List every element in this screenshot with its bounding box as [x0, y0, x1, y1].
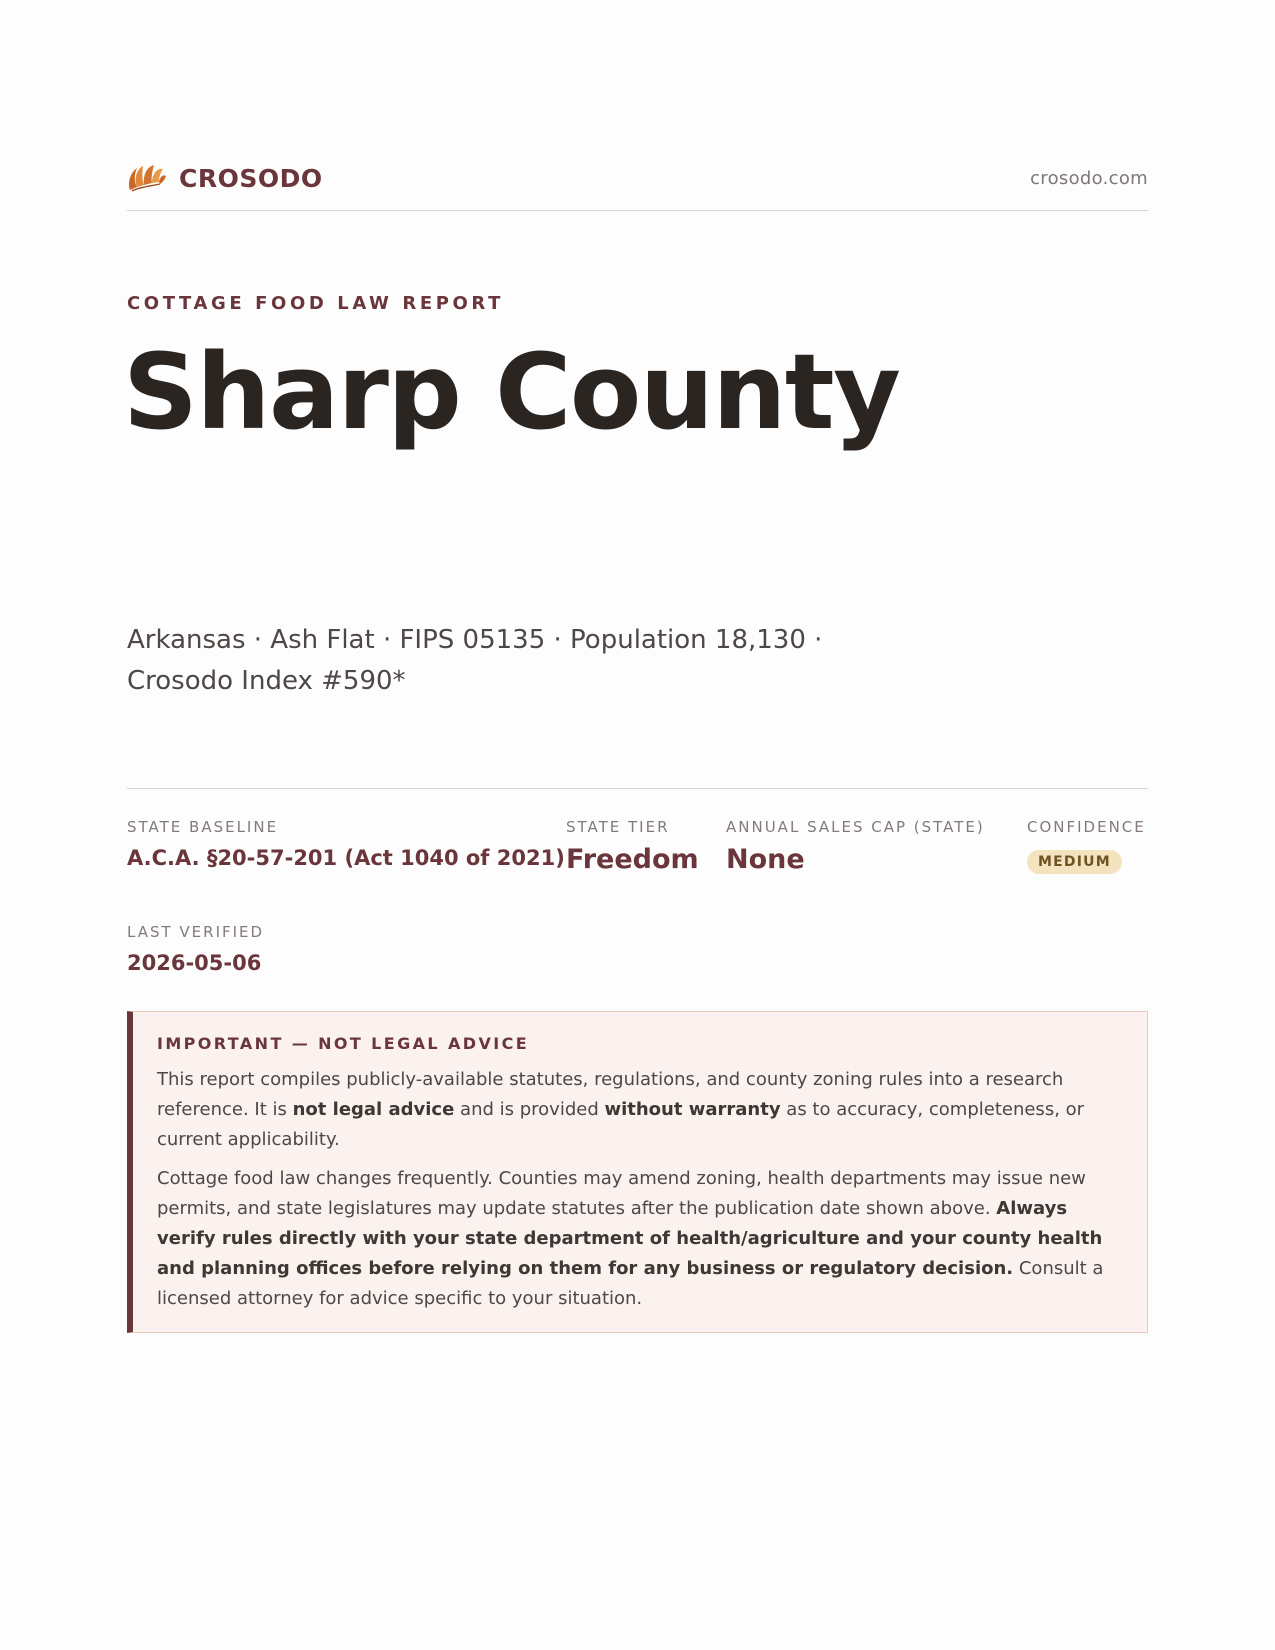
report-eyebrow: COTTAGE FOOD LAW REPORT [127, 293, 504, 314]
notice-text: and is provided [454, 1099, 605, 1120]
brand-name: CROSODO [179, 163, 323, 193]
notice-paragraph-1 [157, 1065, 1121, 1155]
notice-emphasis: Always verify rules directly with your state department of health/agriculture and your county health and planning offices before relying on them for any business or regulatory decision. [157, 1198, 1103, 1279]
fact-confidence [1027, 818, 1146, 874]
subtitle-line-1: Arkansas · Ash Flat · FIPS 05135 · Population 18,130 · [127, 625, 823, 655]
notice-emphasis: not legal advice [292, 1099, 455, 1120]
report-subtitle [127, 620, 867, 702]
legal-notice [127, 1011, 1148, 1333]
subtitle-line-2: Crosodo Index #590* [127, 666, 406, 696]
report-page [123, 0, 1148, 1650]
site-url[interactable]: crosodo.com [1030, 168, 1148, 189]
fact-label: STATE TIER [566, 818, 670, 836]
notice-text: Consult a licensed attorney for advice specific to your situation. [157, 1258, 1104, 1309]
fact-value: None [726, 844, 805, 875]
notice-emphasis: without warranty [604, 1099, 781, 1120]
notice-paragraph-2 [157, 1164, 1121, 1314]
croissant-icon [127, 160, 167, 196]
notice-text: Cottage food law changes frequently. Counties may amend zoning, health departments may issue new permits, and state legislatures may update statutes after the publication date shown above. [157, 1168, 1086, 1219]
notice-text: This report compiles publicly-available statutes, regulations, and county zoning rules into a research reference. It is [157, 1069, 1064, 1120]
fact-value: Freedom [566, 844, 699, 875]
fact-state-tier [566, 818, 699, 875]
fact-value: A.C.A. §20-57-201 (Act 1040 of 2021) [127, 846, 565, 870]
page-header [127, 156, 1148, 211]
fact-state-baseline [127, 818, 565, 870]
brand [127, 160, 323, 196]
fact-label: STATE BASELINE [127, 818, 279, 836]
notice-text: as to accuracy, completeness, or current applicability. [157, 1099, 1085, 1150]
notice-title: IMPORTANT — NOT LEGAL ADVICE [157, 1034, 530, 1053]
page-title: Sharp County [123, 331, 900, 453]
fact-label: ANNUAL SALES CAP (STATE) [726, 818, 985, 836]
fact-last-verified [127, 923, 264, 975]
confidence-badge: MEDIUM [1027, 850, 1122, 874]
fact-sales-cap [726, 818, 985, 875]
facts-divider [127, 788, 1148, 789]
fact-label: LAST VERIFIED [127, 923, 265, 941]
fact-label: CONFIDENCE [1027, 818, 1146, 836]
fact-value: 2026-05-06 [127, 951, 262, 975]
